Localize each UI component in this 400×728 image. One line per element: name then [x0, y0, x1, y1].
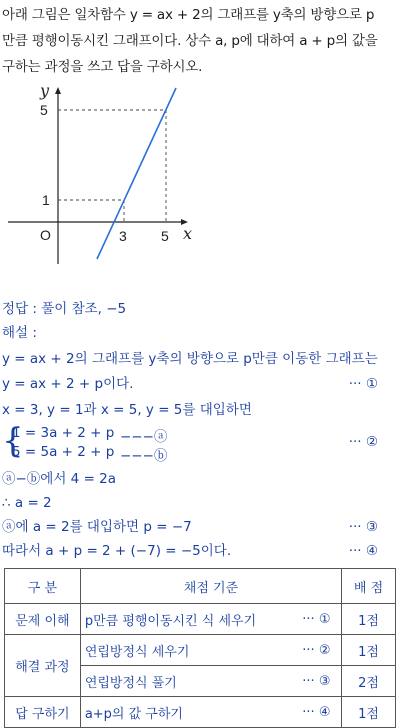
x-tick-3: 3 [119, 228, 127, 244]
equation-a: 1 = 3a + 2 + p [12, 425, 115, 441]
row-points: 1점 [342, 697, 396, 728]
grading-table [4, 568, 396, 728]
row-criterion: a+p의 값 구하기 [80, 697, 291, 728]
row-category: 해결 과정 [5, 635, 81, 697]
step-6-mark: ··· ③ [348, 519, 378, 535]
step-7-text: 따라서 a + p = 2 + (−7) = −5이다. [2, 543, 232, 559]
step-1-text: y = ax + 2의 그래프를 y축의 방향으로 p만큼 이동한 그래프는 [2, 351, 378, 367]
table-row [5, 635, 396, 666]
problem-line-2: 만큼 평행이동시킨 그래프이다. 상수 a, p에 대하여 a + p의 값을 [2, 33, 378, 49]
answer-line [2, 298, 398, 320]
header-criterion: 채점 기준 [80, 569, 341, 604]
problem-line-1: 아래 그림은 일차함수 y = ax + 2의 그래프를 y축의 방향으로 p [2, 7, 375, 23]
line-graph [0, 82, 210, 272]
step-7 [2, 540, 398, 562]
equation-b: 5 = 5a + 2 + p [12, 444, 115, 460]
row-points: 2점 [342, 666, 396, 697]
step-2 [2, 373, 398, 395]
table-row [5, 604, 396, 635]
grading-table-header [5, 569, 396, 604]
row-criterion: p만큼 평행이동시킨 식 세우기 [80, 604, 291, 635]
equation-b-tag: −−−ⓑ [120, 448, 168, 464]
step-4-text: ⓐ−ⓑ에서 4 = 2a [2, 471, 117, 487]
y-axis-arrow [55, 87, 61, 94]
table-row [5, 697, 396, 728]
answer-text: 정답 : 풀이 참조, −5 [2, 301, 127, 317]
step-4 [2, 468, 398, 490]
problem-statement [2, 2, 398, 80]
row-category: 문제 이해 [5, 604, 81, 635]
row-mark: ··· ③ [292, 666, 342, 697]
step-5 [2, 492, 398, 514]
y-tick-5: 5 [40, 102, 48, 118]
step-1 [2, 348, 398, 370]
system-brace: { [2, 421, 24, 461]
row-criterion: 연립방정식 풀기 [80, 666, 291, 697]
explanation-heading [2, 322, 398, 344]
y-tick-1: 1 [42, 192, 50, 208]
step-5-text: ∴ a = 2 [2, 495, 52, 511]
step-6 [2, 516, 398, 538]
step-6-text: ⓐ에 a = 2를 대입하면 p = −7 [2, 519, 192, 535]
step-2-mark: ··· ① [348, 376, 378, 392]
x-axis-label: x [183, 224, 193, 243]
origin-label: O [40, 227, 51, 243]
row-criterion: 연립방정식 세우기 [80, 635, 291, 666]
row-points: 1점 [342, 604, 396, 635]
x-tick-5: 5 [161, 228, 169, 244]
step-3-text: x = 3, y = 1과 x = 5, y = 5를 대입하면 [2, 402, 252, 418]
equation-a-tag: −−−ⓐ [120, 429, 168, 445]
header-points: 배 점 [342, 569, 396, 604]
row-category: 답 구하기 [5, 697, 81, 728]
problem-line-3: 구하는 과정을 쓰고 답을 구하시오. [2, 59, 203, 75]
row-mark: ··· ② [292, 635, 342, 666]
header-category: 구 분 [5, 569, 81, 604]
y-axis-label: y [40, 82, 50, 100]
step-2-text: y = ax + 2 + p이다. [2, 376, 134, 392]
equation-system [2, 421, 398, 465]
system-mark: ··· ② [348, 434, 378, 450]
row-mark: ··· ④ [292, 697, 342, 728]
step-7-mark: ··· ④ [348, 543, 378, 559]
row-mark: ··· ① [292, 604, 342, 635]
explanation-heading-text: 해설 : [2, 325, 37, 341]
step-3 [2, 399, 398, 421]
row-points: 1점 [342, 635, 396, 666]
